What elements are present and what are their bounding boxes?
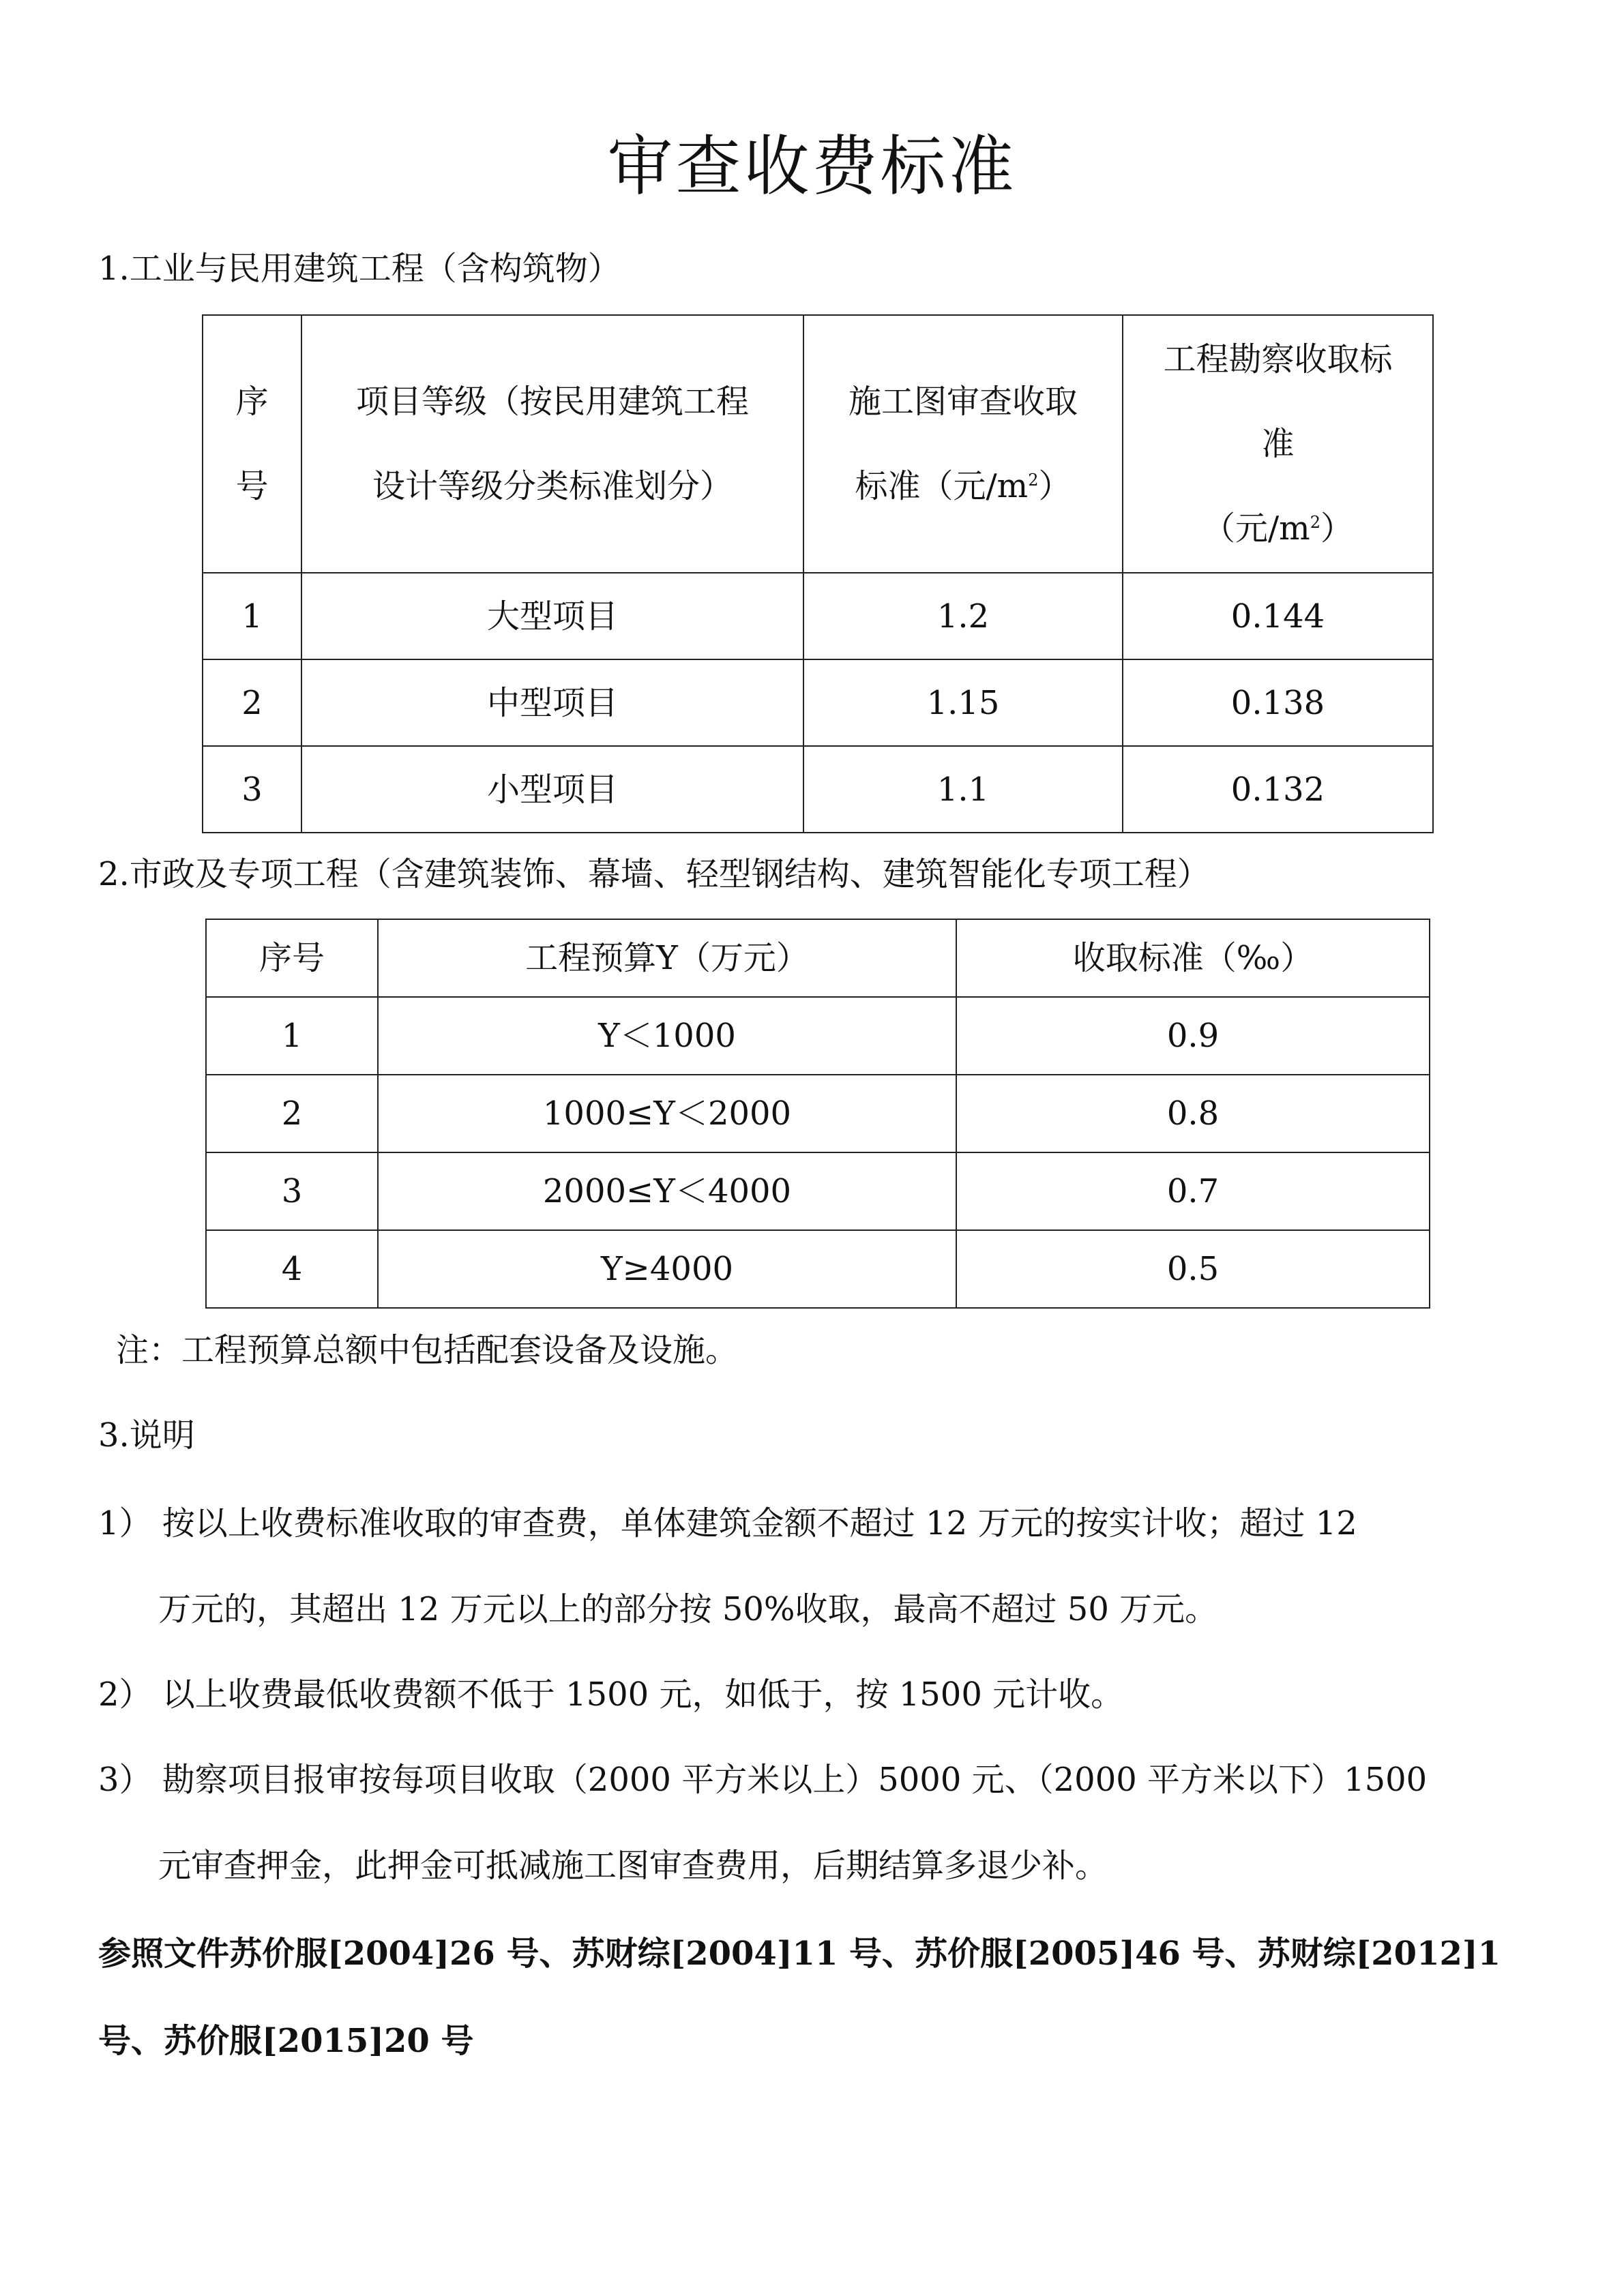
header-cell-budget: 工程预算Y（万元）	[378, 919, 956, 997]
table-row: 3 2000≤Y＜4000 0.7	[206, 1152, 1430, 1230]
note-item-2: 2） 以上收费最低收费额不低于 1500 元，如低于，按 1500 元计收。	[98, 1675, 1124, 1714]
section2-heading: 2.市政及专项工程（含建筑装饰、幕墙、轻型钢结构、建筑智能化专项工程）	[98, 855, 1210, 893]
header-cell-number: 序号	[206, 919, 378, 997]
reference-line-2: 号、苏价服[2015]20 号	[98, 2022, 474, 2060]
header-cell-survey: 工程勘察收取标 准 （元$/m^2$）	[1123, 315, 1433, 573]
table-row: 4 Y≥4000 0.5	[206, 1230, 1430, 1308]
section2-note: 注：工程预算总额中包括配套设备及设施。	[116, 1331, 739, 1369]
table-row: 2 1000≤Y＜2000 0.8	[206, 1075, 1430, 1152]
table-row: 3 小型项目 1.1 0.132	[203, 746, 1433, 833]
section1-heading: 1.工业与民用建筑工程（含构筑物）	[98, 250, 621, 288]
reference-line-1: 参照文件苏价服[2004]26 号、苏财综[2004]11 号、苏价服[2005]46 号、苏财综[2012]1	[98, 1935, 1501, 1973]
building-fee-table	[202, 314, 1434, 833]
table-header-row	[206, 919, 1430, 997]
header-cell-number: 序 号	[203, 315, 301, 573]
table-row: 1 大型项目 1.2 0.144	[203, 573, 1433, 659]
header-cell-rate: 收取标准（‰）	[956, 919, 1430, 997]
header-cell-grade: 项目等级（按民用建筑工程 设计等级分类标准划分）	[301, 315, 803, 573]
page-title: 审查收费标准	[607, 128, 1017, 205]
municipal-fee-table	[205, 919, 1430, 1309]
header-cell-drawing-review: 施工图审查收取 标准（元$/m^2$）	[803, 315, 1123, 573]
table-row: 2 中型项目 1.15 0.138	[203, 659, 1433, 746]
note-item-1-line-2: 万元的，其超出 12 万元以上的部分按 50%收取，最高不超过 50 万元。	[158, 1590, 1218, 1628]
note-item-3-line-1: 3） 勘察项目报审按每项目收取（2000 平方米以上）5000 元、（2000 平方米以下）1500	[98, 1761, 1428, 1799]
section3-heading: 3.说明	[98, 1416, 195, 1455]
table-row: 1 Y＜1000 0.9	[206, 997, 1430, 1075]
note-item-3-line-2: 元审查押金，此押金可抵减施工图审查费用，后期结算多退少补。	[158, 1847, 1108, 1885]
table-header-row	[203, 315, 1433, 573]
note-item-1-line-1: 1） 按以上收费标准收取的审查费，单体建筑金额不超过 12 万元的按实计收；超过 12	[98, 1504, 1357, 1542]
